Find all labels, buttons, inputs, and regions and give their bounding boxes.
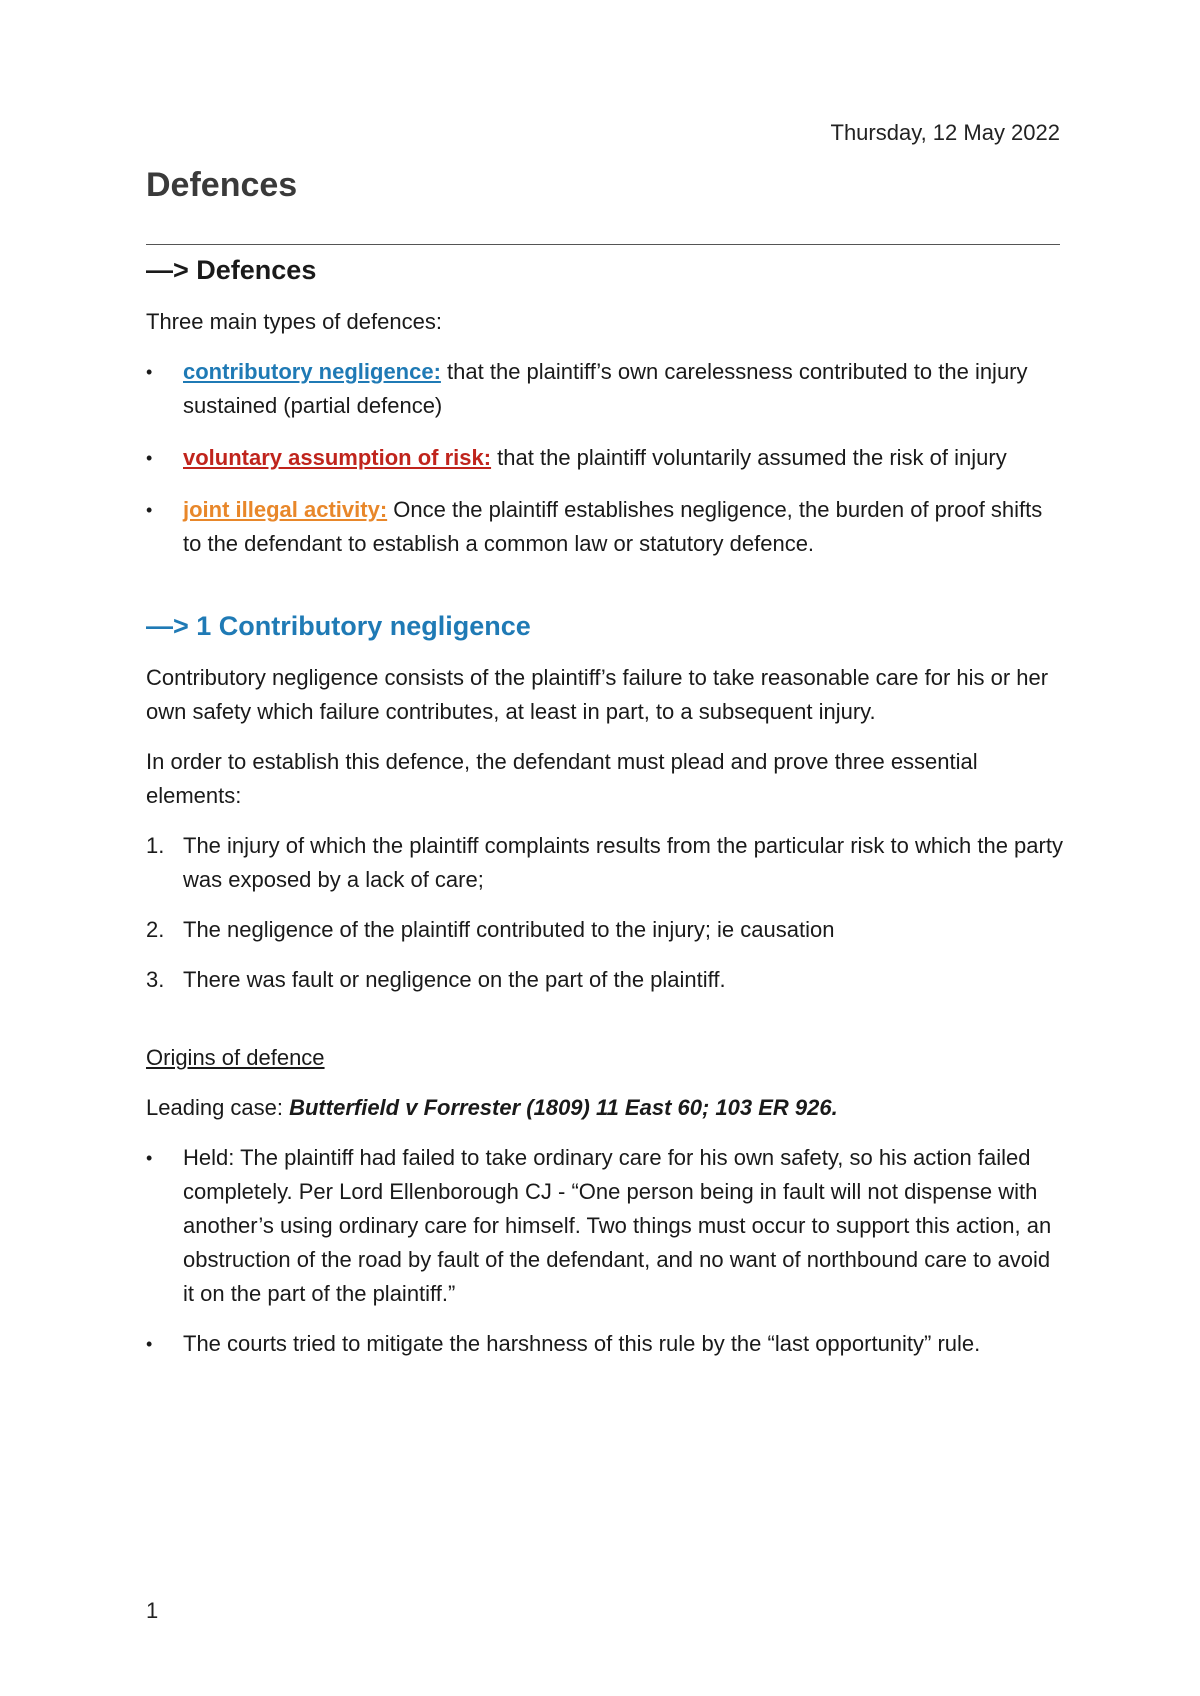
list-number: 2.	[146, 917, 165, 942]
defence-types-list	[146, 355, 1066, 561]
bullet-icon: •	[146, 362, 153, 382]
list-number: 3.	[146, 967, 165, 992]
list-item-text: There was fault or negligence on the part of the plaintiff.	[183, 967, 726, 992]
paragraph-definition: Contributory negligence consists of the plaintiff’s failure to take reasonable care for his or her own safety which failure contributes, at least in part, to a subsequent injury.	[146, 665, 1049, 724]
holding-list	[146, 1141, 1066, 1361]
paragraph-elements-intro: In order to establish this defence, the defendant must plead and prove three essential elements:	[146, 749, 978, 808]
document-date: Thursday, 12 May 2022	[830, 120, 1060, 145]
list-item-last-opportunity	[146, 1327, 1066, 1361]
list-item-text: The injury of which the plaintiff complaints results from the particular risk to which the party was exposed by a lack of care;	[183, 833, 1063, 892]
page-number: 1	[146, 1598, 159, 1623]
bullet-icon: •	[146, 500, 153, 520]
list-item-text: Held: The plaintiff had failed to take ordinary care for his own safety, so his action failed completely. Per Lord Ellenborough CJ - “One person being in fault will not dispense with another’s using ordinary care for himself. Two things must occur to support this action, an obstruction of the road by fault of the defendant, and no want of northbound care to avoid it on the part of the plaintiff.”	[183, 1145, 1052, 1306]
case-citation: Butterfield v Forrester (1809) 11 East 60; 103 ER 926	[289, 1095, 832, 1120]
term-joint-illegal-activity: joint illegal activity:	[183, 497, 388, 522]
list-number: 1.	[146, 833, 165, 858]
document-title: Defences	[146, 166, 298, 204]
list-item-text: The negligence of the plaintiff contributed to the injury; ie causation	[183, 917, 835, 942]
list-item	[146, 829, 1066, 897]
section-heading-contributory-negligence: —> 1 Contributory negligence	[146, 611, 531, 641]
elements-list	[146, 829, 1066, 997]
list-item-text: that the plaintiff voluntarily assumed the risk of injury	[491, 445, 1007, 470]
list-item-held	[146, 1141, 1066, 1311]
list-item-text: Once the plaintiff establishes negligence, the burden of proof shifts to the defendant to establish a common law or statutory defence.	[183, 497, 1043, 556]
list-item-text: that the plaintiff’s own carelessness contributed to the injury sustained (partial defence)	[183, 359, 1028, 418]
defences-intro: Three main types of defences:	[146, 309, 442, 334]
list-item	[146, 963, 1066, 997]
title-divider	[146, 244, 1060, 245]
list-item	[146, 913, 1066, 947]
term-contributory-negligence: contributory negligence:	[183, 359, 441, 384]
bullet-icon: •	[146, 1148, 153, 1168]
bullet-icon: •	[146, 1334, 153, 1354]
document-body	[146, 250, 1066, 1377]
case-citation-end: .	[831, 1095, 838, 1120]
leading-case	[146, 1091, 1066, 1125]
list-item-voluntary-assumption	[146, 441, 1066, 475]
leading-case-label: Leading case:	[146, 1095, 290, 1120]
list-item-contributory-negligence	[146, 355, 1066, 423]
bullet-icon: •	[146, 448, 153, 468]
subheading-origins: Origins of defence	[146, 1045, 325, 1070]
section-heading-defences: —> Defences	[146, 255, 317, 285]
list-item-text: The courts tried to mitigate the harshness of this rule by the “last opportunity” rule.	[183, 1331, 981, 1356]
list-item-joint-illegal-activity	[146, 493, 1066, 561]
term-voluntary-assumption: voluntary assumption of risk:	[183, 445, 492, 470]
